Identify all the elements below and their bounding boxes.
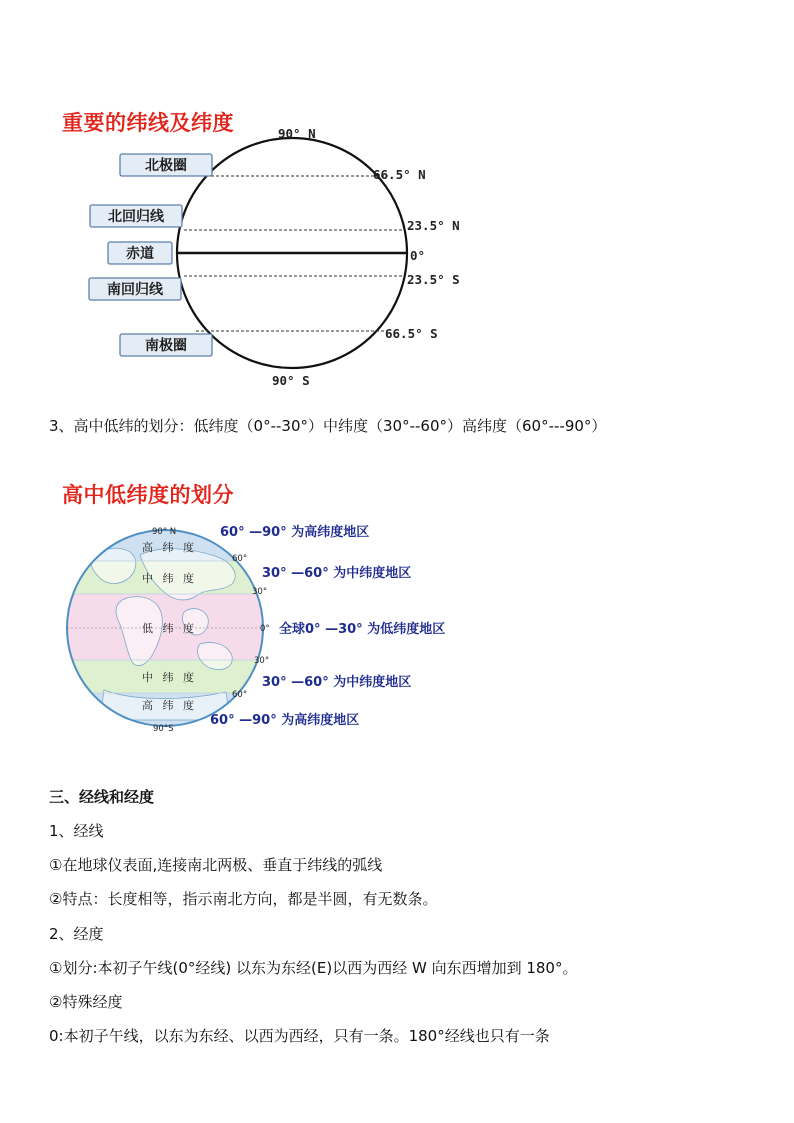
arctic-circle-name: 北极圈	[145, 158, 187, 174]
tropic-of-cancer-name: 北回归线	[108, 209, 164, 225]
equator-box	[108, 242, 172, 264]
prime-meridian-note: 0:本初子午线，以东为东经、以西为西经，只有一条。180°经线也只有一条	[49, 1027, 550, 1045]
note-north-high: 60° —90° 为高纬度地区	[220, 525, 370, 540]
antarctic-circle-degree: 66.5° S	[385, 326, 438, 341]
meridian-definition: ①在地球仪表面,连接南北两极、垂直于纬线的弧线	[49, 856, 383, 874]
zone-label-north-mid: 中 纬 度	[142, 572, 197, 585]
section-title-latitude-zones: 高中低纬度的划分	[62, 483, 234, 507]
meridian-heading: 1、经线	[49, 822, 104, 840]
special-longitude-heading: ②特殊经度	[49, 993, 123, 1011]
zone-label-south-high: 高 纬 度	[142, 699, 197, 712]
antarctic-circle-box	[120, 334, 212, 356]
tropic-of-capricorn-name: 南回归线	[107, 282, 163, 298]
note-low: 全球0° —30° 为低纬度地区	[279, 622, 446, 637]
scale-30n: 30°	[252, 587, 268, 597]
tropic-of-cancer-degree: 23.5° N	[407, 218, 460, 233]
north-pole-label: 90° N	[278, 126, 316, 141]
section-title-important-latitudes: 重要的纬线及纬度	[62, 111, 234, 135]
tropic-of-capricorn-degree: 23.5° S	[407, 272, 460, 287]
note-south-high: 60° —90° 为高纬度地区	[210, 713, 360, 728]
zone-label-south-mid: 中 纬 度	[142, 671, 197, 684]
latitude-zones-globe	[0, 515, 480, 737]
arctic-circle-box	[120, 154, 212, 176]
antarctic-circle-name: 南极圈	[145, 338, 187, 354]
south-pole-label: 90° S	[272, 373, 310, 388]
globe-south-pole-label: 90°S	[153, 724, 174, 734]
equator-name: 赤道	[126, 246, 154, 262]
arctic-circle-degree: 66.5° N	[373, 167, 426, 182]
latitude-division-text: 3、高中低纬的划分：低纬度（0°--30°）中纬度（30°--60°）高纬度（60°---90°）	[49, 417, 607, 435]
scale-60n: 60°	[232, 554, 248, 564]
scale-30s: 30°	[254, 656, 270, 666]
longitude-division: ①划分:本初子午线(0°经线) 以东为东经(E)以西为西经 W 向东西增加到 180°。	[49, 959, 578, 977]
zone-label-north-high: 高 纬 度	[142, 541, 197, 554]
longitude-heading: 2、经度	[49, 925, 104, 943]
note-south-mid: 30° —60° 为中纬度地区	[262, 675, 412, 690]
note-north-mid: 30° —60° 为中纬度地区	[262, 566, 412, 581]
zone-label-low: 低 纬 度	[142, 622, 197, 635]
meridian-features: ②特点：长度相等，指示南北方向，都是半圆，有无数条。	[49, 890, 438, 908]
scale-60s: 60°	[232, 690, 248, 700]
tropic-of-capricorn-box	[89, 278, 181, 300]
tropic-of-cancer-box	[90, 205, 182, 227]
scale-0: 0°	[260, 624, 270, 634]
equator-degree: 0°	[410, 248, 426, 263]
latitude-lines-diagram	[0, 120, 520, 395]
globe-north-pole-label: 90° N	[152, 527, 177, 537]
section-heading-longitude: 三、经线和经度	[49, 788, 155, 806]
